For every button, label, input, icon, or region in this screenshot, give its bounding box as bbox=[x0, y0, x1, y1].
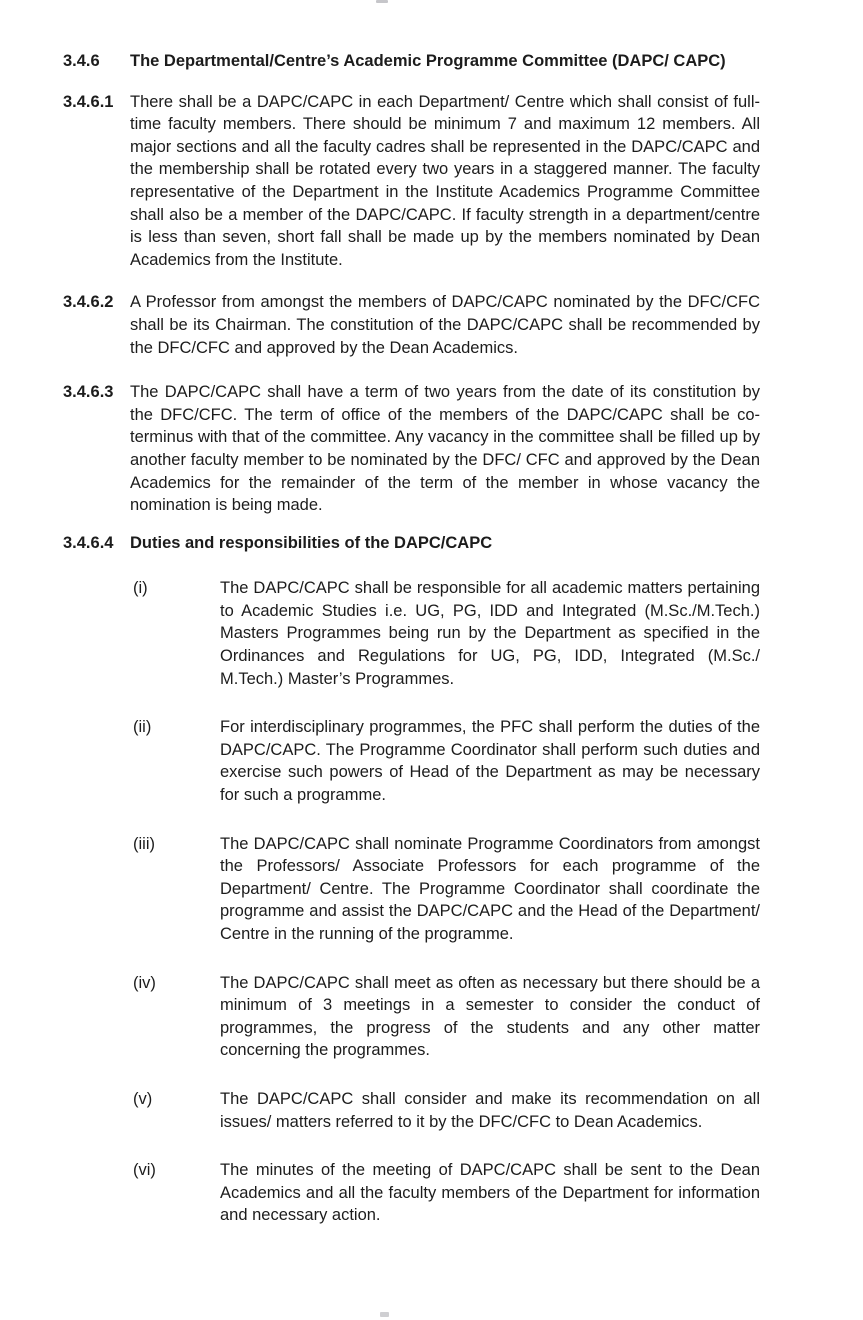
section-number: 3.4.6.1 bbox=[63, 92, 114, 111]
scan-artifact-bottom bbox=[380, 1312, 389, 1317]
list-item-vi bbox=[133, 1159, 760, 1227]
list-item-ii bbox=[133, 716, 760, 806]
list-item-text: The minutes of the meeting of DAPC/CAPC shall be sent to the Dean Academics and all the faculty members of the Department for information and necessary action. bbox=[220, 1161, 760, 1225]
list-item-text: The DAPC/CAPC shall be responsible for all academic matters pertaining to Academic Studies i.e. UG, PG, IDD and Integrated (M.Sc./M.Tech.) Masters Programmes being run by the Department as specified in the Ordinances and Regulations for UG, PG, IDD, Integrated (M.Sc./ M.Tech.) Master’s Programmes. bbox=[220, 579, 760, 688]
section-3-4-6-3 bbox=[63, 381, 760, 517]
section-3-4-6 bbox=[63, 50, 760, 73]
section-paragraph: A Professor from amongst the members of DAPC/CAPC nominated by the DFC/CFC shall be its Chairman. The constitution of the DAPC/CAPC shall be recommended by the DFC/CFC and approved by the Dean Academics. bbox=[130, 293, 760, 357]
list-item-text: The DAPC/CAPC shall consider and make its recommendation on all issues/ matters referred to it by the DFC/CFC to Dean Academics. bbox=[220, 1089, 760, 1131]
list-marker: (iv) bbox=[133, 973, 156, 992]
list-item-v bbox=[133, 1088, 760, 1133]
section-paragraph: The DAPC/CAPC shall have a term of two years from the date of its constitution by the DFC/CFC. The term of office of the members of the DAPC/CAPC shall be co-terminus with that of the committee. Any vacancy in the committee shall be filled up by another faculty member to be nominated by the DFC/ CFC and approved by the Dean Academics for the remainder of the term of the member in whose vacancy the nomination is being made. bbox=[130, 383, 760, 515]
list-item-text: For interdisciplinary programmes, the PFC shall perform the duties of the DAPC/CAPC. The Programme Coordinator shall perform such duties and exercise such powers of Head of the Department as may be necessary for such a programme. bbox=[220, 718, 760, 805]
section-3-4-6-1 bbox=[63, 91, 760, 272]
section-number: 3.4.6.2 bbox=[63, 293, 114, 312]
list-item-iv bbox=[133, 972, 760, 1062]
list-marker: (i) bbox=[133, 579, 148, 598]
page-content bbox=[63, 50, 760, 1227]
list-marker: (iii) bbox=[133, 834, 155, 853]
duties-list bbox=[63, 577, 760, 1227]
section-3-4-6-2 bbox=[63, 291, 760, 359]
section-number: 3.4.6 bbox=[63, 52, 100, 70]
section-number: 3.4.6.4 bbox=[63, 533, 114, 552]
list-item-iii bbox=[133, 833, 760, 946]
section-number: 3.4.6.3 bbox=[63, 383, 114, 402]
scan-artifact-top bbox=[376, 0, 388, 3]
section-3-4-6-4 bbox=[63, 532, 760, 555]
list-marker: (ii) bbox=[133, 718, 152, 737]
list-marker: (v) bbox=[133, 1089, 153, 1108]
section-heading: Duties and responsibilities of the DAPC/CAPC bbox=[130, 533, 493, 552]
list-item-text: The DAPC/CAPC shall meet as often as necessary but there should be a minimum of 3 meetings in a semester to consider the conduct of programmes, the progress of the students and any other matter concerning the programmes. bbox=[220, 973, 760, 1060]
section-heading: The Departmental/Centre’s Academic Programme Committee (DAPC/ CAPC) bbox=[130, 52, 726, 70]
list-item-i bbox=[133, 577, 760, 690]
list-marker: (vi) bbox=[133, 1161, 156, 1180]
section-paragraph: There shall be a DAPC/CAPC in each Department/ Centre which shall consist of full-time faculty members. There should be minimum 7 and maximum 12 members. All major sections and all the faculty cadres shall be represented in the DAPC/CAPC and the membership shall be rotated every two years in a staggered manner. The faculty representative of the Department in the Institute Academics Programme Committee shall also be a member of the DAPC/CAPC. If faculty strength in a department/centre is less than seven, short fall shall be made up by the members nominated by Dean Academics from the Institute. bbox=[130, 92, 760, 269]
list-item-text: The DAPC/CAPC shall nominate Programme Coordinators from amongst the Professors/ Associate Professors for each programme of the Department/ Centre. The Programme Coordinator shall coordinate the programme and assist the DAPC/CAPC and the Head of the Department/ Centre in the running of the programme. bbox=[220, 834, 760, 943]
